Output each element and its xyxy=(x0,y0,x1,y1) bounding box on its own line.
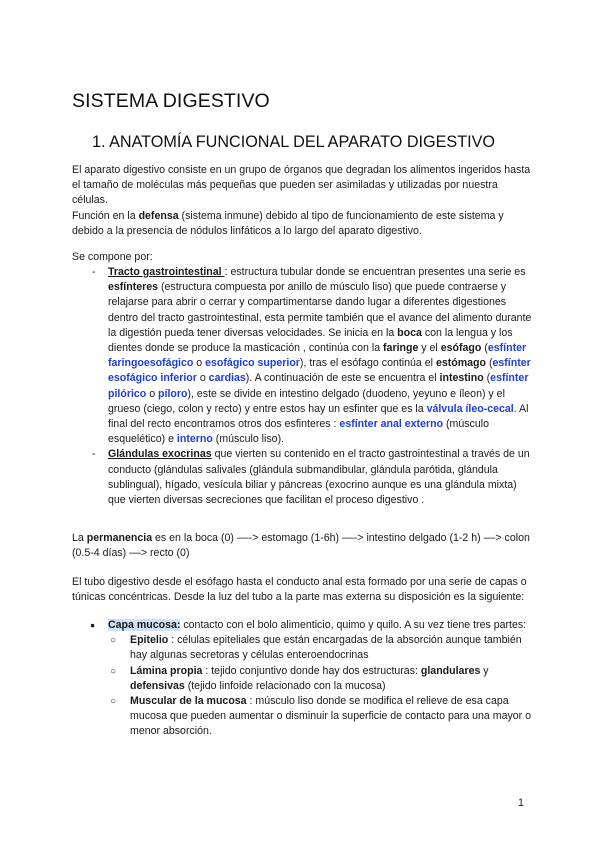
bold: faringe xyxy=(383,342,419,355)
sphincter-term: interno xyxy=(176,433,213,446)
bold: esófago xyxy=(440,342,482,355)
text: ), tras el esófago continúa el xyxy=(299,357,436,370)
text: ), este se divide en intestino delgado (duodeno, yeyuno e íleon) y el grueso (ciego, colon y recto) y entre estos hay un esfinter que es la xyxy=(108,387,505,415)
intro-paragraph xyxy=(72,163,532,239)
list-item-tracto xyxy=(72,265,532,447)
text: contacto con el bolo alimenticio, quimo y quilo. A su vez tiene tres partes: xyxy=(180,619,527,631)
text: (músculo liso). xyxy=(212,433,285,446)
mucosa-sublist xyxy=(108,633,532,739)
bold: Epitelio xyxy=(130,634,169,647)
page-number: 1 xyxy=(518,797,524,809)
page-title: SISTEMA DIGESTIVO xyxy=(72,90,270,112)
defense-text: Función en la xyxy=(72,209,139,222)
bold: boca xyxy=(397,326,422,339)
bold: defensivas xyxy=(130,679,185,692)
section-heading: 1. ANATOMÍA FUNCIONAL DEL APARATO DIGESTIVO xyxy=(92,133,495,151)
text: : células epiteliales que están encargadas de la absorción aunque también hay algunas secretoras y células enteroendocrinas xyxy=(130,634,522,662)
text: o xyxy=(193,357,206,370)
defense-bold: defensa xyxy=(138,209,179,222)
text: (estructura compuesta por anillo de músculo liso) que puede contraerse y relajarse para abrir o cerrar y compartimentarse dando lugar a diferentes digestiones dentro del tracto gastrointestinal, esta permite también que el avance del alimento durante la digestión pueda tener diversas velocidades. Se inicia en la xyxy=(108,281,532,339)
text: : músculo liso donde se modifica el relieve de esa capa mucosa que pueden aumentar o disminuir la superficie de contacto para una mayor o menor absorción. xyxy=(130,695,532,738)
mucosa-heading: Capa mucosa: xyxy=(108,619,181,631)
text: ( xyxy=(486,357,493,370)
sphincter-term: píloro xyxy=(158,387,188,400)
text: que vierten su contenido en el tracto gastrointestinal a través de un conducto (glándulas salivales (glándula submandibular, glándula parótida, glándula sublingual), hígado, vesícula biliar y páncreas (exocrino aunque es una glándula mixta) que vierten diversas secreciones que facilitan el proceso digestivo . xyxy=(108,448,530,507)
text: y xyxy=(480,664,489,677)
sublist-item xyxy=(108,633,532,663)
bold: glandulares xyxy=(420,664,481,677)
text: o xyxy=(146,387,159,400)
text: La xyxy=(72,532,87,544)
compone-line: Se compone por: xyxy=(72,251,153,263)
list-item-mucosa xyxy=(72,618,532,740)
bold: estómago xyxy=(435,357,487,370)
text: o xyxy=(196,372,209,385)
text: y el xyxy=(418,342,441,355)
text: ). A continuación de este se encuentra el xyxy=(245,372,440,385)
sphincter-term: válvula íleo-cecal xyxy=(426,402,514,415)
tracto-heading: Tracto gastrointestinal xyxy=(108,266,225,278)
text: ( xyxy=(483,372,491,385)
text: es en la boca (0) ––-> estomago (1-6h) ––-> intestino delgado (1-2 h) ––> colon (0.5-4 días) ––> recto (0) xyxy=(72,532,530,560)
layers-list xyxy=(72,618,532,740)
bold: esfínteres xyxy=(108,281,159,294)
intro-text: El aparato digestivo consiste en un grupo de órganos que degradan los alimentos ingeridos hasta el tamaño de moléculas más pequeñas que pueden ser asimiladas y utilizadas por nuestra células. xyxy=(72,164,531,207)
permanencia-paragraph xyxy=(72,531,532,561)
components-list xyxy=(72,265,532,508)
sphincter-term: esfínter pilórico xyxy=(108,372,529,400)
sphincter-term: esfínter esofágico inferior xyxy=(108,357,531,385)
text: (músculo esquelético) e xyxy=(108,418,489,446)
sphincter-term: esofágico superior xyxy=(205,357,300,370)
sphincter-term: esfínter faringoesofágico xyxy=(108,342,527,370)
tubo-paragraph: El tubo digestivo desde el esófago hasta el conducto anal esta formado por una serie de capas o túnicas concéntricas. Desde la luz del tubo a la parte mas externa su disposición es la siguiente: xyxy=(72,576,527,604)
sphincter-term: cardias xyxy=(208,372,246,385)
bold: Muscular de la mucosa xyxy=(130,695,247,708)
defense-text-rest: (sistema inmune) debido al tipo de funcionamiento de este sistema y debido a la presencia de nódulos linfáticos a lo largo del aparato digestivo. xyxy=(72,209,504,237)
text: . Al final del recto encontramos otros dos esfinteres : xyxy=(108,402,529,431)
bold: permanencia xyxy=(86,532,153,544)
glandulas-heading: Glándulas exocrinas xyxy=(108,448,212,461)
sublist-item xyxy=(108,664,532,694)
text: ( xyxy=(481,342,488,355)
text: : estructura tubular donde se encuentran presentes una serie es xyxy=(224,266,526,278)
bold: Lámina propia xyxy=(130,664,203,677)
list-item-glandulas xyxy=(72,447,532,508)
bold: intestino xyxy=(439,372,484,385)
text: : tejido conjuntivo donde hay dos estructuras: xyxy=(202,664,421,677)
text: con la lengua y los dientes donde se produce la masticación , continúa con la xyxy=(108,326,513,355)
sphincter-term: esfínter anal externo xyxy=(339,418,444,431)
sublist-item xyxy=(108,694,532,740)
text: (tejido linfoide relacionado con la mucosa) xyxy=(184,679,386,692)
